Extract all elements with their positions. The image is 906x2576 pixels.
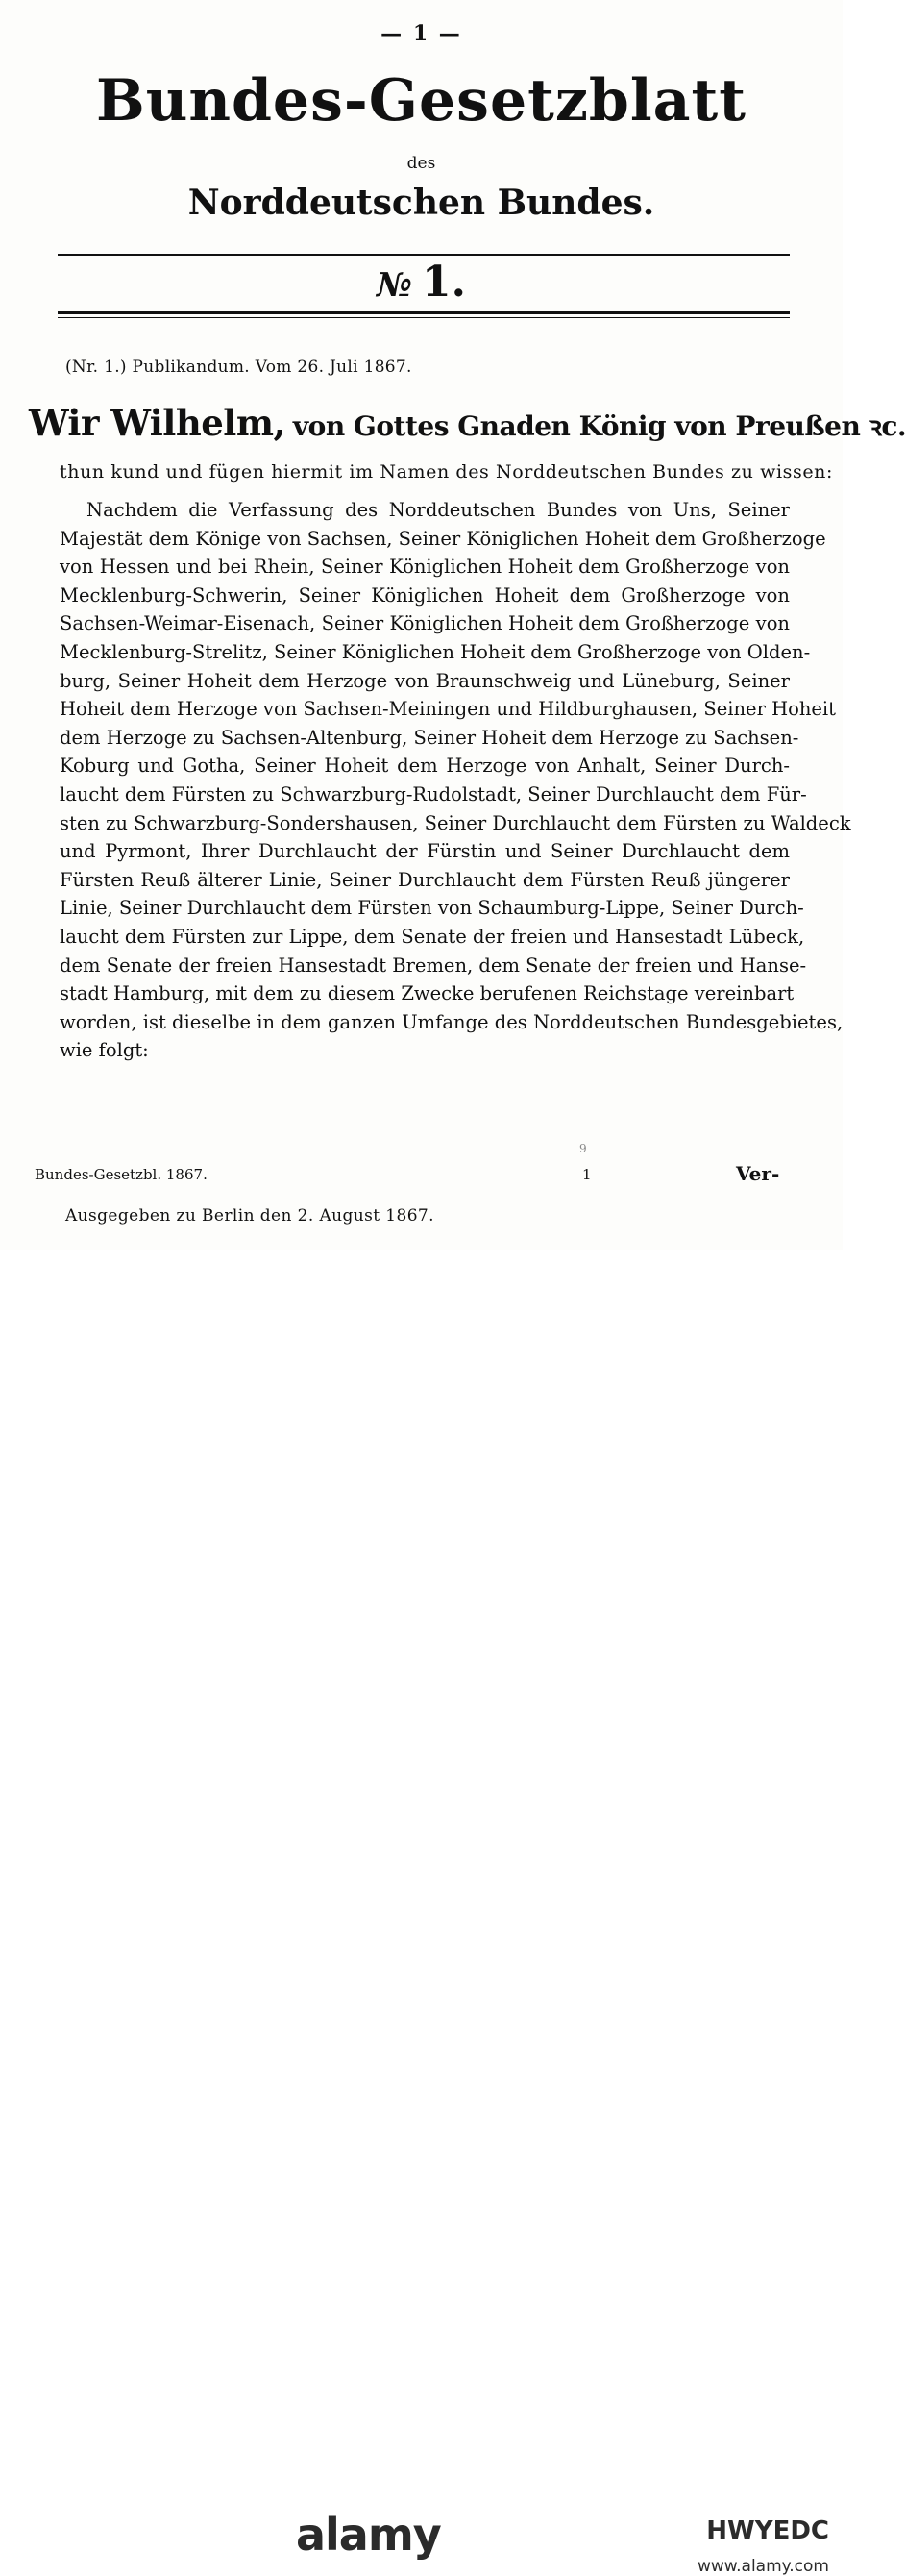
gazette-subtitle-des: des [406, 154, 436, 173]
document-page [0, 0, 906, 1250]
proclamation-line: thun kund und fügen hiermit im Namen des Norddeutschen Bundes zu wissen: [60, 461, 834, 483]
footer-sheet-number: 1 [582, 1166, 592, 1183]
publication-intro: (Nr. 1.) Publikandum. Vom 26. Juli 1867. [65, 358, 412, 377]
double-rule-thin [58, 317, 790, 318]
top-rule [58, 254, 790, 256]
footer-mark: 9 [579, 1142, 587, 1155]
watermark-url: www.alamy.com [697, 2557, 829, 2576]
number-sign: № [377, 266, 413, 305]
gazette-title: Bundes-Gesetzblatt [96, 67, 747, 135]
body-line: Koburg und Gotha, Seiner Hoheit dem Herzoge von Anhalt, Seiner Durch- [60, 755, 790, 778]
heading-main: Wir Wilhelm, [29, 402, 285, 444]
watermark-banner [0, 1250, 843, 2576]
issued-line: Ausgegeben zu Berlin den 2. August 1867. [65, 1206, 434, 1226]
body-line: Majestät dem Könige von Sachsen, Seiner Königlichen Hoheit dem Großherzoge [60, 527, 826, 550]
body-text [60, 496, 851, 1065]
body-line: Sachsen-Weimar-Eisenach, Seiner Königlichen Hoheit dem Großherzoge von [60, 612, 790, 635]
issue-number-value: 1. [422, 258, 466, 307]
body-line: Fürsten Reuß älterer Linie, Seiner Durchlaucht dem Fürsten Reuß jüngerer [60, 868, 790, 891]
body-line: Nachdem die Verfassung des Norddeutschen Bundes von Uns, Seiner [86, 499, 790, 521]
issue-number [0, 258, 843, 307]
alamy-logo: alamy [296, 2509, 441, 2561]
body-line: worden, ist dieselbe in dem ganzen Umfange des Norddeutschen Bundesgebietes, [60, 1010, 844, 1033]
double-rule-thick [58, 311, 790, 314]
body-line: sten zu Schwarzburg-Sondershausen, Seiner Durchlaucht dem Fürsten zu Waldeck [60, 811, 851, 834]
image-id: HWYEDC [706, 2516, 829, 2545]
body-line: und Pyrmont, Ihrer Durchlaucht der Fürstin und Seiner Durchlaucht dem [60, 840, 790, 863]
body-line: Mecklenburg-Schwerin, Seiner Königlichen Hoheit dem Großherzoge von [60, 583, 790, 607]
page-number: — 1 — [380, 21, 462, 46]
gazette-subtitle: Norddeutschen Bundes. [187, 183, 655, 223]
body-line: dem Herzoge zu Sachsen-Altenburg, Seiner Hoheit dem Herzoge zu Sachsen- [60, 726, 799, 749]
body-line: laucht dem Fürsten zu Schwarzburg-Rudolstadt, Seiner Durchlaucht dem Für- [60, 782, 807, 805]
body-line: Mecklenburg-Strelitz, Seiner Königlichen Hoheit dem Großherzoge von Olden- [60, 640, 811, 663]
body-line: burg, Seiner Hoheit dem Herzoge von Braunschweig und Lüneburg, Seiner [60, 669, 790, 692]
body-line: stadt Hamburg, mit dem zu diesem Zwecke berufenen Reichstage vereinbart [60, 982, 795, 1005]
footer-left: Bundes-Gesetzbl. 1867. [35, 1166, 208, 1183]
body-line: laucht dem Fürsten zur Lippe, dem Senate der freien und Hansestadt Lübeck, [60, 925, 805, 948]
proclamation-heading [29, 402, 906, 444]
body-line: Linie, Seiner Durchlaucht dem Fürsten von Schaumburg-Lippe, Seiner Durch- [60, 897, 804, 920]
footer-catchword: Ver- [736, 1162, 780, 1185]
body-line: von Hessen und bei Rhein, Seiner Königlichen Hoheit dem Großherzoge von [60, 556, 790, 579]
body-line: Hoheit dem Herzoge von Sachsen-Meiningen und Hildburghausen, Seiner Hoheit [60, 698, 837, 721]
body-line: wie folgt: [60, 1039, 149, 1062]
body-line: dem Senate der freien Hansestadt Bremen, dem Senate der freien und Hanse- [60, 954, 807, 977]
heading-continuation: von Gottes Gnaden König von Preußen ꝛc. [292, 410, 906, 442]
